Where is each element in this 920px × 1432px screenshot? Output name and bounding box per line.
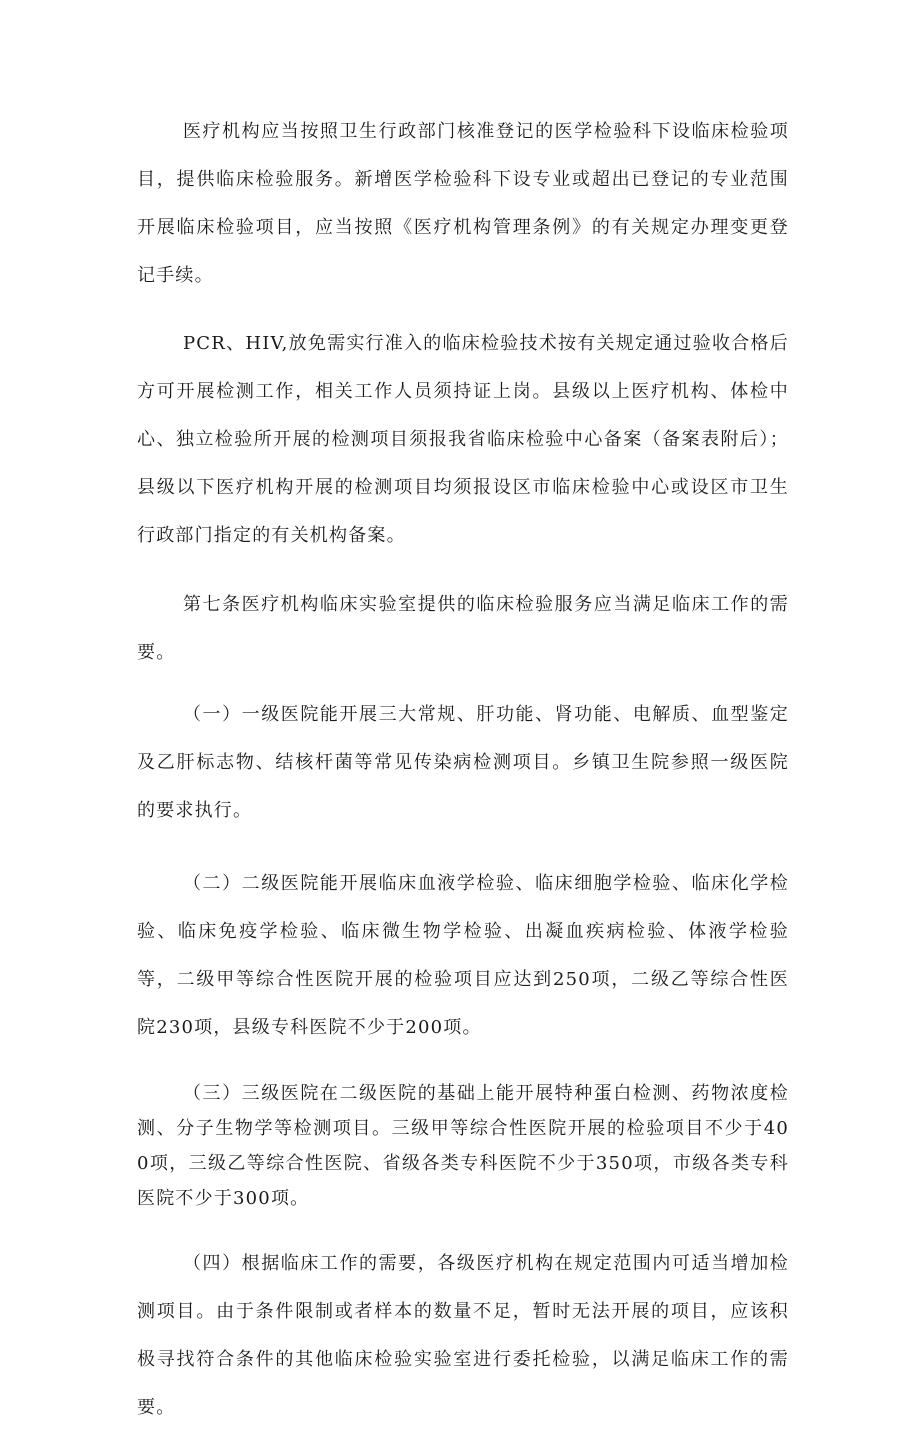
paragraph-additional-items: （四）根据临床工作的需要，各级医疗机构在规定范围内可适当增加检测项目。由于条件限制或者样本的数量不足，暂时无法开展的项目，应该积极寻找符合条件的其他临床检验实验室进行委托检验，以满足临床工作的需要。 bbox=[137, 1253, 789, 1418]
paragraph-access-filing: PCR、HIV,放免需实行准入的临床检验技术按有关规定通过验收合格后方可开展检测工作，相关工作人员须持证上岗。县级以上医疗机构、体检中心、独立检验所开展的检测项目须报我省临床检验中心备案（备案表附后）；县级以下医疗机构开展的检测项目均须报设区市临床检验中心或设区市卫生行政部门指定的有关机构备案。 bbox=[137, 333, 789, 546]
paragraph-article-seven: 第七条医疗机构临床实验室提供的临床检验服务应当满足临床工作的需要。 bbox=[137, 594, 789, 663]
paragraph-level-one-hospital: （一）一级医院能开展三大常规、肝功能、肾功能、电解质、血型鉴定及乙肝标志物、结核杆菌等常见传染病检测项目。乡镇卫生院参照一级医院的要求执行。 bbox=[137, 704, 789, 821]
paragraph-registration: 医疗机构应当按照卫生行政部门核准登记的医学检验科下设临床检验项目，提供临床检验服务。新增医学检验科下设专业或超出已登记的专业范围开展临床检验项目，应当按照《医疗机构管理条例》的有关规定办理变更登记手续。 bbox=[137, 121, 789, 286]
paragraph-level-two-hospital: （二）二级医院能开展临床血液学检验、临床细胞学检验、临床化学检验、临床免疫学检验、临床微生物学检验、出凝血疾病检验、体液学检验等，二级甲等综合性医院开展的检验项目应达到250项，二级乙等综合性医院230项，县级专科医院不少于200项。 bbox=[137, 873, 789, 1038]
document-page bbox=[137, 108, 789, 1432]
paragraph-level-three-hospital: （三）三级医院在二级医院的基础上能开展特种蛋白检测、药物浓度检测、分子生物学等检测项目。三级甲等综合性医院开展的检验项目不少于400项，三级乙等综合性医院、省级各类专科医院不少于350项，市级各类专科医院不少于300项。 bbox=[137, 1083, 789, 1209]
